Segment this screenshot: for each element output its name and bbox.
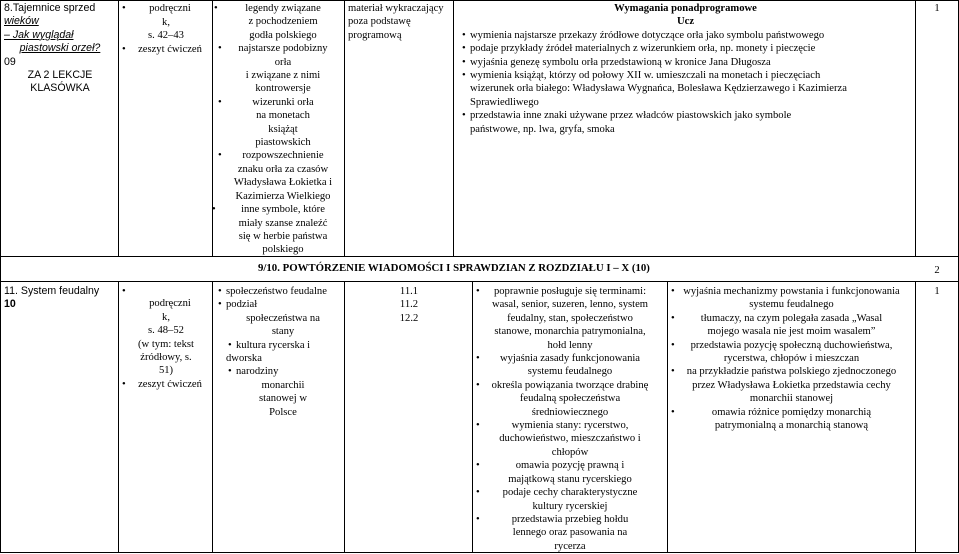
bullet-line: • inne symbole, które: [212, 204, 325, 216]
text-line: Polsce: [269, 406, 297, 418]
row2-hours: 1: [934, 286, 940, 297]
bullet-line: • społeczeństwo feudalne: [218, 286, 327, 297]
row1-materials: [122, 2, 210, 56]
rule-v: [212, 0, 213, 257]
topic-link[interactable]: – Jak wyglądał: [4, 28, 74, 41]
row2-materials: [122, 285, 210, 391]
note-line: poza podstawę: [348, 16, 411, 28]
rule-v: [118, 0, 119, 257]
text-line: przedstawia pozycję społeczną duchowieństwa,: [690, 339, 893, 351]
bullet-line: • podział: [218, 299, 258, 311]
text-line: hołd lenny: [547, 339, 593, 351]
text-line: społeczeństwa na: [246, 312, 320, 324]
text-line: książąt: [268, 123, 298, 135]
list-item: • wyjaśnia genezę symbolu orła przedstawioną w kronice Jana Długosza: [462, 56, 913, 69]
materials-text: źródłowy, s.: [140, 352, 192, 364]
text-line: polskiego: [262, 244, 304, 256]
bullet-line: • kultura rycerska i: [228, 339, 311, 351]
text-line: rycerza: [554, 540, 586, 552]
requirements-title: Wymagania ponadprogramowe: [614, 3, 757, 14]
text-line: majątkową stanu rycerskiego: [508, 473, 632, 485]
materials-list: [122, 378, 210, 391]
text-line: omawia pozycję prawną i: [515, 460, 625, 472]
rule-section-bottom: [0, 281, 959, 282]
rule-row1-bottom: [0, 256, 959, 257]
text-line: określa powiązania tworzące drabinę: [491, 379, 649, 391]
rule-v: [0, 0, 1, 553]
text-line: poprawnie posługuje się terminami:: [493, 286, 647, 297]
bullet-line: • wizerunki orła: [218, 96, 314, 108]
rule-top: [0, 0, 959, 1]
section-title: 9/10. POWTÓRZENIE WIADOMOŚCI I SPRAWDZIAN Z ROZDZIAŁU I – X (10): [258, 262, 650, 274]
materials-text: k,: [162, 16, 170, 28]
text-line: tłumaczy, na czym polegała zasada „Wasal: [700, 312, 883, 324]
bullet-line: • rozpowszechnienie: [218, 150, 324, 162]
code: 12.2: [399, 312, 419, 324]
rule-v: [344, 0, 345, 257]
row1-content: [212, 2, 340, 257]
text-line: kontrowersje: [255, 83, 311, 95]
text-line: orła: [274, 56, 292, 68]
text-line: i związane z nimi: [245, 70, 321, 82]
bullet-line: • najstarsze podobizny: [218, 43, 328, 55]
requirements-list: [458, 29, 913, 83]
bullet-line: • narodziny: [228, 366, 279, 378]
requirements-subtitle: Ucz: [676, 16, 695, 28]
row2-codes: [346, 285, 472, 325]
note-line: materiał wykraczający: [348, 3, 444, 14]
rule-v: [667, 281, 668, 553]
text-line: na przykładzie państwa polskiego zjednoczonego: [686, 366, 897, 378]
text-line: duchowieństwo, mieszczaństwo i: [499, 433, 641, 445]
materials-list: [122, 2, 210, 15]
text-line: przedstawia przebieg hołdu: [511, 513, 629, 525]
row1-note: [348, 2, 452, 42]
text-line: feudalny, stan, społeczeństwo: [507, 312, 633, 324]
text-line: na monetach: [256, 110, 310, 122]
topic-number: 09: [4, 55, 16, 68]
list-item: • podaje przykłady źródeł materialnych z wizerunkiem orła, np. monety i pieczęcie: [462, 42, 913, 55]
topic-link[interactable]: wieków: [4, 15, 39, 28]
row2-content: [218, 285, 340, 419]
note-line: programową: [348, 29, 402, 41]
list-item: • przedstawia inne znaki używane przez władców piastowskich jako symbole: [462, 109, 913, 122]
materials-text: s. 48–52: [148, 325, 184, 337]
text-line: przez Władysława Łokietka przedstawia cechy: [692, 379, 891, 391]
text-line: monarchii: [261, 379, 305, 391]
list-item-cont: Sprawiedliwego: [470, 96, 539, 108]
text-line: rycerstwa, chłopów i mieszczan: [723, 353, 860, 365]
topic-title: 8.Tajemnice sprzed: [4, 2, 96, 14]
rule-v: [118, 281, 119, 553]
text-line: wasal, senior, suzeren, lenno, system: [491, 299, 649, 311]
materials-text: podręczni: [149, 298, 191, 310]
topic-sub: KLASÓWKA: [30, 82, 90, 95]
materials-list: [122, 43, 210, 56]
text-line: omawia różnice pomiędzy monarchią: [711, 406, 872, 418]
row1-topic: [4, 2, 116, 96]
text-line: feudalną społeczeństwa: [519, 393, 621, 405]
materials-text: s. 42–43: [148, 30, 184, 42]
rule-v: [915, 281, 916, 553]
text-line: lennego oraz pasowania na: [512, 527, 628, 539]
row2-topic: [4, 285, 116, 312]
text-line: stanowe, monarchia patrymonialna,: [494, 326, 646, 338]
materials-text: podręczni: [149, 3, 191, 15]
topic-number: 10: [4, 298, 16, 311]
text-line: monarchii stanowej: [749, 393, 834, 405]
text-line: znaku orła za czasów: [237, 163, 329, 175]
text-line: średniowiecznego: [531, 406, 609, 418]
text-line: systemu feudalnego: [749, 299, 834, 311]
list-item: • zeszyt ćwiczeń: [122, 43, 210, 56]
rule-v: [915, 0, 916, 257]
text-line: wyjaśnia zasady funkcjonowania: [499, 353, 641, 365]
rule-v: [453, 0, 454, 257]
list-item: • zeszyt ćwiczeń: [122, 378, 210, 391]
topic-link[interactable]: piastowski orzeł?: [19, 42, 101, 55]
materials-text: 51): [158, 365, 174, 377]
text-line: stanowej w: [259, 393, 307, 405]
list-item: [122, 285, 210, 298]
topic-sub: ZA 2 LEKCJE: [27, 69, 93, 82]
list-item-cont: wizerunek orła białego: Władysława Wygnańca, Bolesława Kędzierzawego i Kazimierza: [470, 83, 847, 95]
list-item-cont: państwowe, np. lwa, gryfa, smoka: [470, 123, 615, 135]
text-line: podaje cechy charakterystyczne: [502, 487, 638, 499]
text-line: godła polskiego: [249, 29, 317, 41]
text-line: kultury rycerskiej: [532, 500, 608, 512]
rule-v: [472, 281, 473, 553]
materials-text: k,: [162, 311, 170, 323]
text-line: chłopów: [551, 446, 589, 458]
requirements-list: [458, 109, 913, 122]
text-line: z pochodzeniem: [248, 16, 318, 28]
section-hours: 2: [934, 265, 940, 276]
text-line: mojego wasala nie jest moim wasalem”: [707, 326, 876, 338]
text-line: patrymonialną a monarchią stanową: [714, 420, 869, 432]
text-line: Kazimierza Wielkiego: [235, 190, 331, 202]
row1-hours: 1: [934, 3, 940, 14]
text-line: piastowskich: [255, 137, 311, 149]
row1-requirements: [458, 2, 913, 136]
code: 11.2: [399, 299, 419, 311]
topic-title: 11. System feudalny: [4, 285, 100, 297]
materials-text: (w tym: tekst: [138, 338, 194, 350]
rule-v: [212, 281, 213, 553]
rule-v: [344, 281, 345, 553]
row2-extended: • wyjaśnia mechanizmy powstania i funkcjonowania systemu feudalnego • tłumaczy, na czym polegała zasada „Wasal mojego wasala nie jest moim wasalem” • przedstawia pozycję społeczną duchowieństwa, rycerstwa, chłopów i mieszczan • na przykładzie państwa polskiego zjednoczonego przez Władysława Łokietka przedstawia cechy monarchii stanowej • omawia różnice pomiędzy monarchią patrymonialną a monarchią stanową: [669, 285, 914, 432]
text-line: dworska: [226, 353, 262, 365]
code: 11.1: [399, 286, 419, 297]
text-line: systemu feudalnego: [527, 366, 613, 378]
list-item: • wymienia najstarsze przekazy źródłowe dotyczące orła jako symbolu państwowego: [462, 29, 913, 42]
row2-basic: • poprawnie posługuje się terminami: wasal, senior, suzeren, lenno, system feudalny, stan, społeczeństwo stanowe, monarchia patrymonialna, hołd lenny • wyjaśnia zasady funkcjonowania systemu feudalnego • określa powiązania tworzące drabinę feudalną społeczeństwa średniowiecznego • wymienia stany: rycerstwo, duchowieństwo, mieszczaństwo i chłopów • omawia pozycję prawną i majątkową stanu rycerskiego • podaje cechy charakterystyczne kultury rycerskiej • przedstawia przebieg hołdu lennego oraz pasowania na rycerza: [474, 285, 666, 553]
materials-list: [122, 285, 210, 298]
text-line: się w herbie państwa: [238, 230, 328, 242]
text-line: Władysława Łokietka i: [233, 177, 333, 189]
text-line: miały szanse znaleźć: [238, 217, 328, 229]
text-line: wyjaśnia mechanizmy powstania i funkcjonowania: [683, 286, 900, 297]
text-line: wymienia stany: rycerstwo,: [511, 420, 629, 432]
list-item: [122, 2, 210, 15]
text-line: stany: [271, 326, 295, 338]
bullet-line: • legendy związane: [214, 3, 321, 14]
list-item: • wymienia książąt, którzy od połowy XII w. umieszczali na monetach i pieczęciach: [462, 69, 913, 82]
